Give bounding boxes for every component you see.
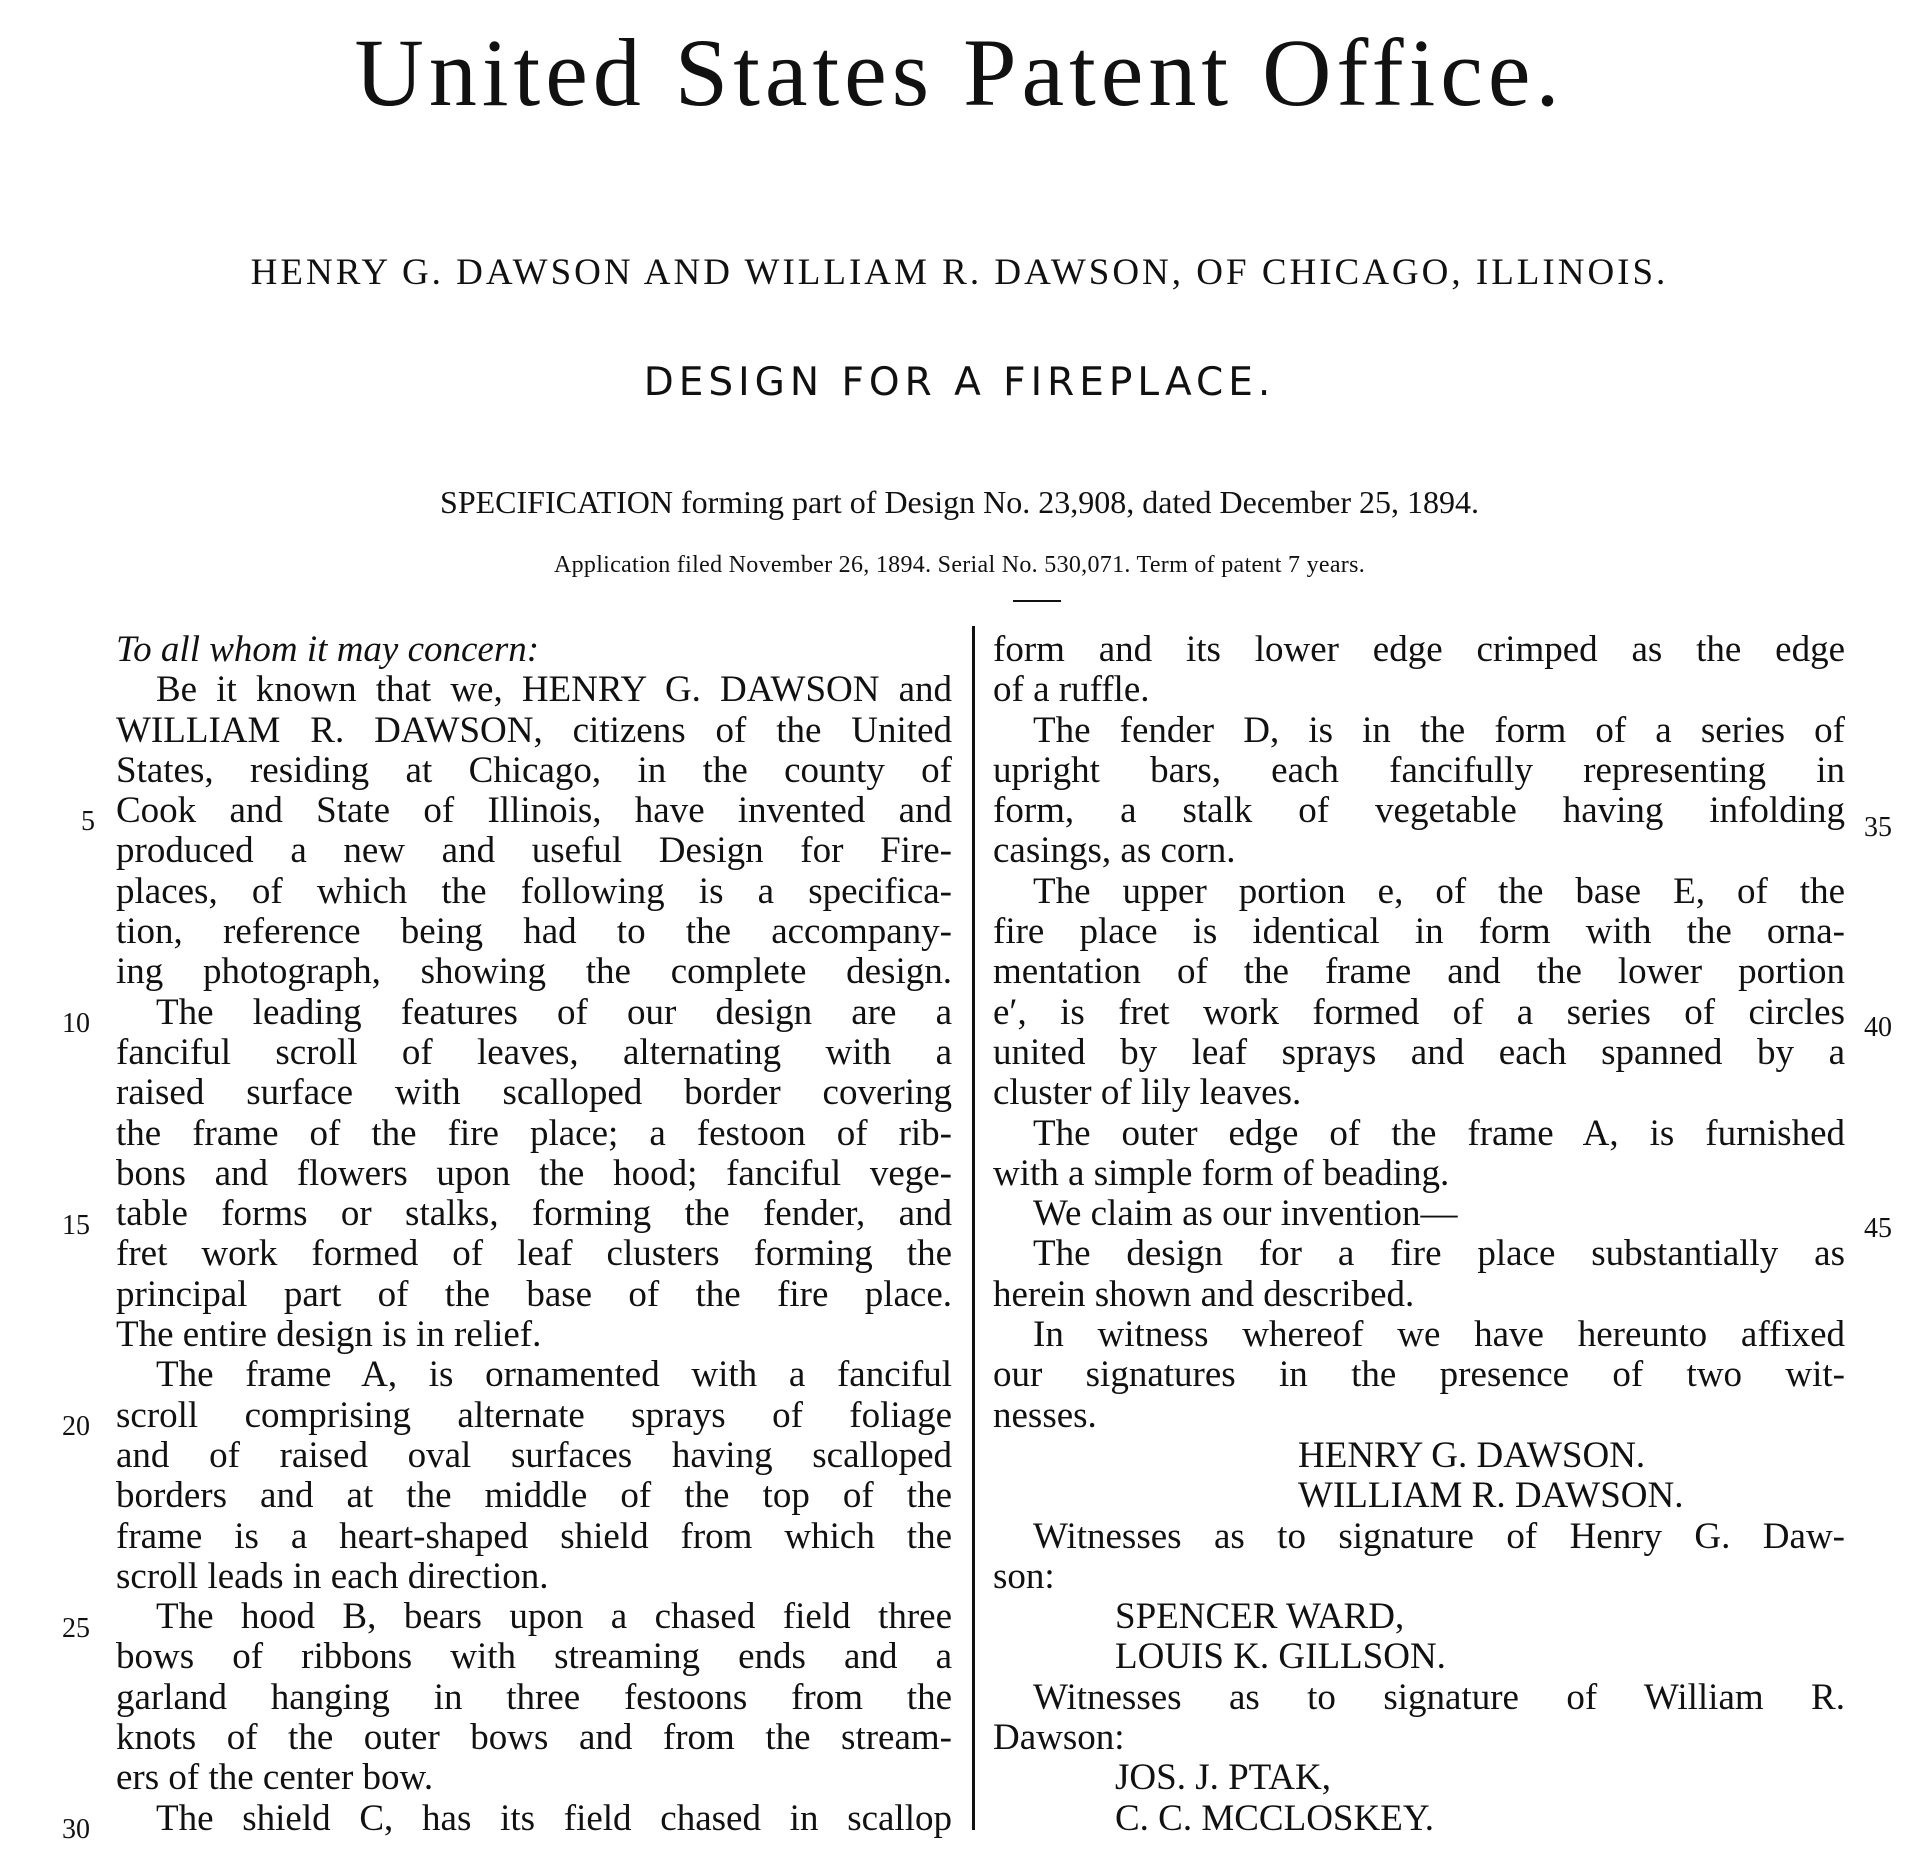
text-line: ing photograph, showing the complete design. <box>116 951 952 993</box>
text-line: bows of ribbons with streaming ends and a <box>116 1636 952 1678</box>
text-line: raised surface with scalloped border covering <box>116 1072 952 1114</box>
text-line: The shield C, has its field chased in scallop <box>156 1797 952 1839</box>
design-title: DESIGN FOR A FIREPLACE. <box>643 360 1276 405</box>
text-line: cluster of lily leaves. <box>993 1072 1302 1114</box>
line-number: 25 <box>62 1613 90 1644</box>
text-line: In witness whereof we have hereunto affixed <box>1033 1314 1845 1356</box>
text-line: fire place is identical in form with the orna- <box>993 911 1845 953</box>
specification-line: SPECIFICATION forming part of Design No. 23,908, dated December 25, 1894. <box>440 484 1479 520</box>
text-line: knots of the outer bows and from the stream- <box>116 1717 952 1759</box>
text-line: table forms or stalks, forming the fender, and <box>116 1193 952 1235</box>
text-line: The leading features of our design are a <box>156 991 952 1033</box>
line-number: 15 <box>62 1210 90 1241</box>
text-line: WILLIAM R. DAWSON, citizens of the United <box>116 709 952 751</box>
witness-name: LOUIS K. GILLSON. <box>1115 1636 1446 1678</box>
signature-henry: HENRY G. DAWSON. <box>1298 1434 1646 1476</box>
text-line: States, residing at Chicago, in the county of <box>116 749 952 791</box>
text-line: Cook and State of Illinois, have invented and <box>116 790 952 832</box>
line-number: 45 <box>1864 1213 1892 1244</box>
right-column <box>993 630 1845 1839</box>
text-line: places, of which the following is a specifica- <box>116 870 952 912</box>
line-number: 40 <box>1864 1012 1892 1043</box>
left-column <box>116 630 952 1839</box>
claim-text: herein shown and described. <box>993 1273 1415 1315</box>
line-number: 35 <box>1864 812 1892 843</box>
text-line: son: <box>993 1555 1055 1597</box>
text-line: Witnesses as to signature of Henry G. Daw- <box>1033 1515 1845 1557</box>
text-line: ers of the center bow. <box>116 1757 434 1799</box>
text-line: borders and at the middle of the top of the <box>116 1475 952 1517</box>
witness-name: JOS. J. PTAK, <box>1115 1757 1332 1799</box>
text-line: frame is a heart-shaped shield from which the <box>116 1515 952 1557</box>
text-line: of a ruffle. <box>993 669 1150 711</box>
text-line: bons and flowers upon the hood; fanciful vege- <box>116 1152 952 1194</box>
text-line: upright bars, each fancifully representing in <box>993 749 1845 791</box>
line-number: 30 <box>62 1814 90 1845</box>
text-line: principal part of the base of the fire place. <box>116 1273 952 1315</box>
text-line: garland hanging in three festoons from the <box>116 1676 952 1718</box>
line-number: 20 <box>62 1411 90 1442</box>
text-line: The hood B, bears upon a chased field three <box>156 1596 952 1638</box>
office-heading: United States Patent Office. <box>354 19 1565 126</box>
text-line: form and its lower edge crimped as the edge <box>993 629 1845 670</box>
text-line: tion, reference being had to the accompany- <box>116 911 952 953</box>
text-line: The outer edge of the frame A, is furnished <box>1033 1112 1845 1154</box>
text-line: fanciful scroll of leaves, alternating with a <box>116 1031 952 1073</box>
text-line: fret work formed of leaf clusters forming the <box>116 1233 952 1275</box>
line-number: 5 <box>81 806 95 837</box>
text-line: united by leaf sprays and each spanned by a <box>993 1031 1845 1073</box>
text-line: and of raised oval surfaces having scalloped <box>116 1434 952 1476</box>
text-line: the frame of the fire place; a festoon of rib- <box>116 1112 952 1154</box>
salutation: To all whom it may concern: <box>116 629 540 670</box>
text-line: with a simple form of beading. <box>993 1152 1450 1194</box>
column-divider <box>972 626 975 1830</box>
text-line: our signatures in the presence of two wit- <box>993 1354 1845 1396</box>
text-line: The entire design is in relief. <box>116 1314 542 1356</box>
claim-text: The design for a fire place substantially as <box>1033 1233 1845 1275</box>
text-line: casings, as corn. <box>993 830 1236 872</box>
divider-rule <box>1013 600 1061 602</box>
text-line: The frame A, is ornamented with a fanciful <box>156 1354 952 1396</box>
witness-name: C. C. MCCLOSKEY. <box>1115 1797 1435 1839</box>
text-line: form, a stalk of vegetable having infolding <box>993 790 1845 832</box>
signature-william: WILLIAM R. DAWSON. <box>1298 1475 1684 1517</box>
text-line: Be it known that we, HENRY G. DAWSON and <box>156 669 952 711</box>
inventors-line: HENRY G. DAWSON AND WILLIAM R. DAWSON, OF CHICAGO, ILLINOIS. <box>250 252 1669 293</box>
text-line: scroll leads in each direction. <box>116 1555 549 1597</box>
text-line: mentation of the frame and the lower portion <box>993 951 1845 993</box>
application-line: Application filed November 26, 1894. Serial No. 530,071. Term of patent 7 years. <box>553 552 1366 578</box>
text-line: e′, is fret work formed of a series of circles <box>993 991 1845 1033</box>
text-line: The upper portion e, of the base E, of the <box>1033 870 1845 912</box>
line-number: 10 <box>62 1008 90 1039</box>
text-line: scroll comprising alternate sprays of foliage <box>116 1394 952 1436</box>
witness-name: SPENCER WARD, <box>1115 1596 1405 1638</box>
text-line: Witnesses as to signature of William R. <box>1033 1676 1845 1718</box>
claim-intro: We claim as our invention— <box>1033 1193 1458 1235</box>
text-line: The fender D, is in the form of a series of <box>1033 709 1845 751</box>
text-line: produced a new and useful Design for Fire- <box>116 830 952 872</box>
text-line: nesses. <box>993 1394 1097 1436</box>
text-line: Dawson: <box>993 1717 1125 1759</box>
